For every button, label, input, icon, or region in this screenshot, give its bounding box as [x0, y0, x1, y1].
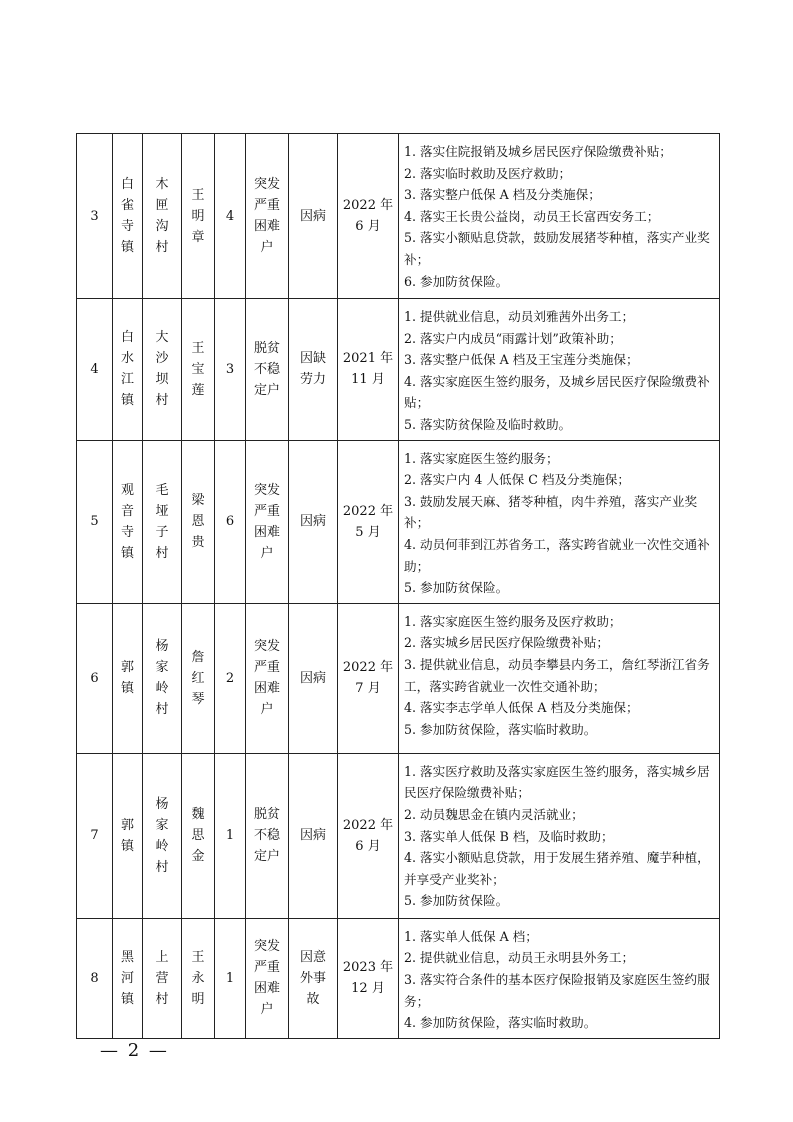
measure-item: 3. 提供就业信息，动员李攀县内务工，詹红琴浙江省务工，落实跨省就业一次性交通补助； [404, 656, 710, 694]
household-type-cell: 突发严重困难户 [246, 440, 289, 603]
measure-item: 4. 落实小额贴息贷款，用于发展生猪养殖、魔芋种植，并享受产业奖补； [404, 850, 710, 887]
table-row [77, 440, 720, 603]
household-size-cell: 2 [215, 603, 246, 753]
measure-item: 2. 提供就业信息，动员王永明县外务工； [404, 950, 635, 966]
town-cell: 观音寺镇 [113, 440, 143, 603]
table-row [77, 299, 720, 441]
identified-date-cell: 2022 年 5 月 [338, 440, 399, 603]
household-type-cell: 突发严重困难户 [246, 918, 289, 1038]
measure-item: 1. 落实医疗救助及落实家庭医生签约服务，落实城乡居民医疗保险缴费补贴； [404, 763, 710, 801]
measure-item: 3. 落实单人低保 B 档，及临时救助； [404, 828, 614, 844]
name-cell: 王永明 [182, 918, 215, 1038]
measures-cell [399, 299, 720, 441]
cause-cell: 因病 [289, 440, 338, 603]
town-cell: 白水江镇 [113, 299, 143, 441]
row-number: 3 [77, 134, 113, 299]
measures-cell [399, 918, 720, 1038]
row-number: 6 [77, 603, 113, 753]
cause-cell: 因病 [289, 134, 338, 299]
measure-item: 5. 参加防贫保险。 [404, 893, 509, 909]
table-row [77, 753, 720, 918]
household-size-cell: 1 [215, 918, 246, 1038]
measure-item: 5. 参加防贫保险。 [404, 580, 509, 596]
measures-cell [399, 134, 720, 299]
measure-item: 3. 落实整户低保 A 档及分类施保； [404, 187, 601, 203]
village-cell: 毛垭子村 [143, 440, 182, 603]
measure-item: 1. 落实家庭医生签约服务； [404, 450, 559, 466]
measure-item: 2. 落实临时救助及医疗救助； [404, 165, 572, 181]
row-number: 5 [77, 440, 113, 603]
household-type-cell: 突发严重困难户 [246, 603, 289, 753]
identified-date-cell: 2022 年 7 月 [338, 603, 399, 753]
village-cell: 木匣沟村 [143, 134, 182, 299]
row-number: 8 [77, 918, 113, 1038]
measure-item: 5. 落实小额贴息贷款，鼓励发展猪苓种植，落实产业奖补； [404, 230, 710, 267]
measure-item: 5. 落实防贫保险及临时救助。 [404, 416, 572, 432]
measure-item: 2. 落实城乡居民医疗保险缴费补贴； [404, 635, 609, 651]
household-size-cell: 6 [215, 440, 246, 603]
village-cell: 杨家岭村 [143, 753, 182, 918]
measure-item: 4. 动员何菲到江苏省务工，落实跨省就业一次性交通补助； [404, 536, 710, 574]
measure-item: 1. 落实家庭医生签约服务及医疗救助； [404, 613, 622, 629]
identified-date-cell: 2023 年 12 月 [338, 918, 399, 1038]
table-row [77, 918, 720, 1038]
measure-item: 5. 参加防贫保险，落实临时救助。 [404, 721, 597, 737]
household-type-cell: 脱贫不稳定户 [246, 753, 289, 918]
measure-item: 3. 落实符合条件的基本医疗保险报销及家庭医生签约服务； [404, 971, 710, 1009]
measure-item: 2. 动员魏思金在镇内灵活就业； [404, 806, 584, 822]
cause-cell: 因病 [289, 753, 338, 918]
measures-cell [399, 753, 720, 918]
measures-cell [399, 603, 720, 753]
name-cell: 詹红琴 [182, 603, 215, 753]
measure-item: 4. 落实家庭医生签约服务，及城乡居民医疗保险缴费补贴； [404, 373, 710, 411]
town-cell: 郭镇 [113, 753, 143, 918]
measure-item: 6. 参加防贫保险。 [404, 273, 509, 289]
household-size-cell: 4 [215, 134, 246, 299]
row-number: 4 [77, 299, 113, 441]
name-cell: 王明章 [182, 134, 215, 299]
town-cell: 郭镇 [113, 603, 143, 753]
measure-item: 2. 落实户内 4 人低保 C 档及分类施保； [404, 472, 630, 488]
household-size-cell: 3 [215, 299, 246, 441]
village-cell: 杨家岭村 [143, 603, 182, 753]
household-type-cell: 突发严重困难户 [246, 134, 289, 299]
cause-cell: 因缺劳力 [289, 299, 338, 441]
village-cell: 大沙坝村 [143, 299, 182, 441]
household-size-cell: 1 [215, 753, 246, 918]
measure-item: 4. 落实王长贵公益岗，动员王长富西安务工； [404, 208, 660, 224]
cause-cell: 因病 [289, 603, 338, 753]
identified-date-cell: 2022 年 6 月 [338, 134, 399, 299]
measure-item: 1. 落实住院报销及城乡居民医疗保险缴费补贴； [404, 144, 672, 159]
measure-item: 3. 鼓励发展天麻、猪苓种植，肉牛养殖，落实产业奖补； [404, 493, 698, 531]
household-type-cell: 脱贫不稳定户 [246, 299, 289, 441]
name-cell: 魏思金 [182, 753, 215, 918]
page-number: — 2 — [100, 1040, 169, 1061]
table-row [77, 603, 720, 753]
town-cell: 白雀寺镇 [113, 134, 143, 299]
name-cell: 梁恩贵 [182, 440, 215, 603]
town-cell: 黑河镇 [113, 918, 143, 1038]
identified-date-cell: 2021 年 11 月 [338, 299, 399, 441]
measure-item: 1. 落实单人低保 A 档； [404, 928, 538, 944]
name-cell: 王宝莲 [182, 299, 215, 441]
identified-date-cell: 2022 年 6 月 [338, 753, 399, 918]
measure-item: 4. 落实李志学单人低保 A 档及分类施保； [404, 700, 639, 716]
village-cell: 上营村 [143, 918, 182, 1038]
household-assistance-table [76, 133, 720, 1039]
measure-item: 4. 参加防贫保险，落实临时救助。 [404, 1015, 597, 1031]
cause-cell: 因意外事故 [289, 918, 338, 1038]
row-number: 7 [77, 753, 113, 918]
measures-cell [399, 440, 720, 603]
measure-item: 2. 落实户内成员“雨露计划”政策补助； [404, 330, 622, 346]
measure-item: 1. 提供就业信息，动员刘雅茜外出务工； [404, 309, 635, 324]
measure-item: 3. 落实整户低保 A 档及王宝莲分类施保； [404, 352, 639, 368]
table-row [77, 134, 720, 299]
